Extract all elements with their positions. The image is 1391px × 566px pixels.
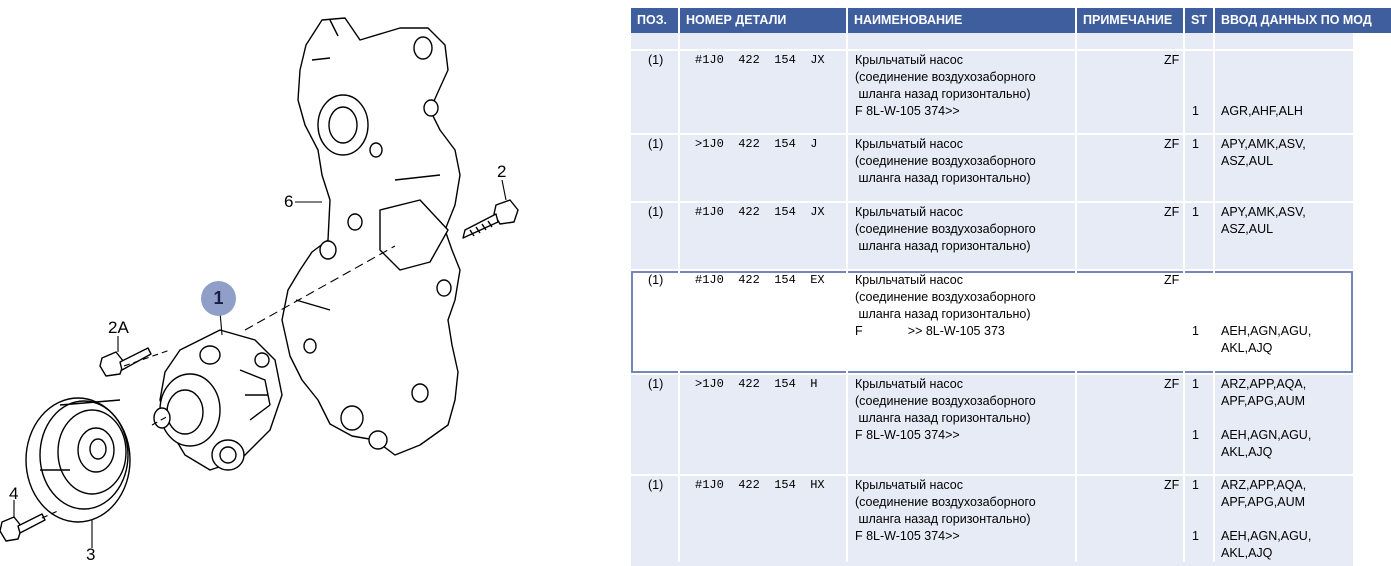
cell-part-number: #1J0 422 154 HX bbox=[695, 478, 825, 492]
cell-name-line4: F 8L-W-105 374>> bbox=[855, 104, 960, 118]
table-row[interactable] bbox=[631, 51, 1353, 133]
cell-st: 1 bbox=[1192, 377, 1199, 391]
cell-name-line2: (соединение воздухозаборного bbox=[855, 70, 1036, 84]
cell-name-line2: (соединение воздухозаборного bbox=[855, 222, 1036, 236]
cell-name-line1: Крыльчатый насос bbox=[855, 137, 963, 151]
cell-name-line3: шланга назад горизонтально) bbox=[855, 239, 1031, 253]
cell-name-line2: (соединение воздухозаборного bbox=[855, 495, 1036, 509]
cell-name-line3: шланга назад горизонтально) bbox=[855, 307, 1031, 321]
cell-codes: ARZ,APP,AQA, bbox=[1221, 377, 1307, 391]
cell-name-line2: (соединение воздухозаборного bbox=[855, 394, 1036, 408]
cell-part-number: >1J0 422 154 J bbox=[695, 137, 818, 151]
bracket-hole bbox=[414, 37, 432, 59]
bolt-part-4 bbox=[0, 514, 45, 541]
cell-name-line1: Крыльчатый насос bbox=[855, 53, 963, 67]
cell-codes-2: AEH,AGN,AGU, bbox=[1221, 529, 1312, 543]
cell-name-line1: Крыльчатый насос bbox=[855, 205, 963, 219]
cell-codes-cont: ASZ,AUL bbox=[1221, 222, 1274, 236]
cell-codes-2-cont: AKL,AJQ bbox=[1221, 546, 1273, 560]
cell-part-number: #1J0 422 154 JX bbox=[695, 205, 825, 219]
header-name: НАИМЕНОВАНИЕ bbox=[848, 8, 1077, 33]
cell-codes-cont: ASZ,AUL bbox=[1221, 154, 1274, 168]
cell-part-number: #1J0 422 154 EX bbox=[695, 273, 825, 287]
cell-part-number: #1J0 422 154 JX bbox=[695, 53, 825, 67]
callout-6[interactable]: 6 bbox=[284, 192, 294, 211]
cell-codes-cont: APF,APG,AUM bbox=[1221, 394, 1306, 408]
callout-4[interactable]: 4 bbox=[9, 484, 19, 503]
cell-st-2: 1 bbox=[1192, 529, 1199, 543]
table-row[interactable] bbox=[631, 476, 1353, 566]
callout-2[interactable]: 2 bbox=[497, 162, 507, 181]
cell-pos: (1) bbox=[648, 377, 664, 391]
cell-st: 1 bbox=[1192, 205, 1199, 219]
cell-codes-2-cont: AKL,AJQ bbox=[1221, 445, 1273, 459]
parts-diagram bbox=[0, 0, 630, 562]
cell-pos: (1) bbox=[648, 205, 664, 219]
bolt-part-2a bbox=[100, 348, 151, 376]
column-separator bbox=[1075, 33, 1077, 562]
cell-note: ZF bbox=[1164, 273, 1180, 287]
table-row[interactable] bbox=[631, 135, 1353, 201]
cell-name-line3: шланга назад горизонтально) bbox=[855, 411, 1031, 425]
cell-st: 1 bbox=[1192, 137, 1199, 151]
table-spacer-row bbox=[631, 35, 1353, 49]
cell-codes: APY,AMK,ASV, bbox=[1221, 205, 1306, 219]
column-separator bbox=[678, 33, 680, 562]
column-separator bbox=[1213, 33, 1215, 562]
diagram-drawing bbox=[0, 0, 630, 562]
callout-2a[interactable]: 2A bbox=[108, 318, 129, 337]
parts-table bbox=[631, 8, 1372, 562]
callout-badge-1[interactable]: 1 bbox=[201, 281, 236, 316]
header-note: ПРИМЕЧАНИЕ bbox=[1077, 8, 1185, 33]
table-row-selected[interactable] bbox=[631, 271, 1353, 373]
header-part-number: НОМЕР ДЕТАЛИ bbox=[680, 8, 848, 33]
cell-name-line4: F 8L-W-105 374>> bbox=[855, 529, 960, 543]
cell-name-line1: Крыльчатый насос bbox=[855, 273, 963, 287]
pulley-part-3 bbox=[26, 398, 130, 522]
cell-st-2: 1 bbox=[1192, 428, 1199, 442]
cell-pos: (1) bbox=[648, 273, 664, 287]
cell-st-2: 1 bbox=[1192, 104, 1199, 118]
cell-name-line4: F >> 8L-W-105 373 bbox=[855, 324, 1005, 338]
cell-note: ZF bbox=[1164, 478, 1180, 492]
bolt-part-2 bbox=[463, 200, 518, 238]
header-st: ST bbox=[1185, 8, 1215, 33]
cell-codes-2: AGR,AHF,ALH bbox=[1221, 104, 1303, 118]
table-header bbox=[631, 8, 1391, 33]
cell-name-line1: Крыльчатый насос bbox=[855, 377, 963, 391]
cell-note: ZF bbox=[1164, 137, 1180, 151]
cell-name-line3: шланга назад горизонтально) bbox=[855, 87, 1031, 101]
pump-part-1 bbox=[154, 330, 282, 470]
table-row[interactable] bbox=[631, 203, 1353, 269]
cell-codes: APY,AMK,ASV, bbox=[1221, 137, 1306, 151]
column-separator bbox=[1183, 33, 1185, 562]
callout-3[interactable]: 3 bbox=[86, 545, 96, 564]
header-input: ВВОД ДАННЫХ ПО МОД bbox=[1221, 13, 1372, 27]
cell-codes-cont: APF,APG,AUM bbox=[1221, 495, 1306, 509]
cell-codes-2: AEH,AGN,AGU, bbox=[1221, 324, 1312, 338]
cell-codes-2: AEH,AGN,AGU, bbox=[1221, 428, 1312, 442]
cell-name-line2: (соединение воздухозаборного bbox=[855, 290, 1036, 304]
cell-note: ZF bbox=[1164, 377, 1180, 391]
cell-st: 1 bbox=[1192, 478, 1199, 492]
header-pos: ПОЗ. bbox=[631, 8, 680, 33]
cell-pos: (1) bbox=[648, 53, 664, 67]
cell-name-line3: шланга назад горизонтально) bbox=[855, 171, 1031, 185]
cell-note: ZF bbox=[1164, 205, 1180, 219]
table-row[interactable] bbox=[631, 375, 1353, 474]
cell-codes-2-cont: AKL,AJQ bbox=[1221, 341, 1273, 355]
cell-name-line3: шланга назад горизонтально) bbox=[855, 512, 1031, 526]
cell-name-line1: Крыльчатый насос bbox=[855, 478, 963, 492]
cell-codes: ARZ,APP,AQA, bbox=[1221, 478, 1307, 492]
cell-name-line4: F 8L-W-105 374>> bbox=[855, 428, 960, 442]
cell-note: ZF bbox=[1164, 53, 1180, 67]
cell-pos: (1) bbox=[648, 478, 664, 492]
cell-part-number: >1J0 422 154 H bbox=[695, 377, 818, 391]
cell-pos: (1) bbox=[648, 137, 664, 151]
cell-name-line2: (соединение воздухозаборного bbox=[855, 154, 1036, 168]
column-separator bbox=[846, 33, 848, 562]
cell-st-2: 1 bbox=[1192, 324, 1199, 338]
